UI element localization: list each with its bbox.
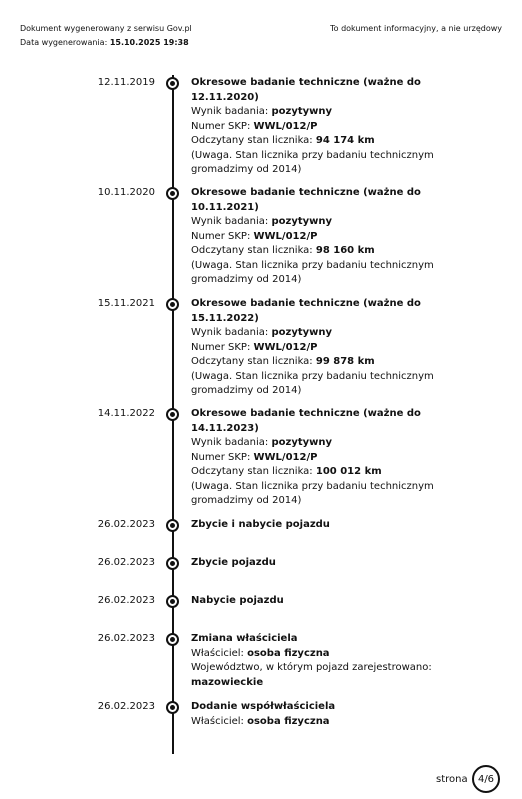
event-content: [191, 297, 491, 399]
event-date: 26.02.2023: [97, 519, 155, 530]
informational-notice: To dokument informacyjny, a nie urzędowy: [330, 24, 502, 33]
event-content: [191, 407, 491, 509]
event-odometer: Odczytany stan licznika: 100 012 km: [191, 466, 382, 477]
event-note: (Uwaga. Stan licznika przy badaniu technicznym gromadzimy od 2014): [191, 259, 434, 285]
header-right: [330, 22, 502, 36]
page-number: 4/6: [477, 773, 495, 785]
event-title: Okresowe badanie techniczne (ważne do 10.11.2021): [191, 187, 421, 213]
event-title: Zbycie pojazdu: [191, 557, 276, 568]
event-result: Wynik badania: pozytywny: [191, 327, 333, 338]
event-date: 26.02.2023: [97, 595, 155, 606]
event-odometer: Odczytany stan licznika: 94 174 km: [191, 135, 375, 146]
timeline-dot-icon: [166, 77, 179, 90]
event-content: [191, 556, 491, 571]
event-skp: Numer SKP: WWL/012/P: [191, 341, 318, 353]
event-result: Wynik badania: pozytywny: [191, 437, 333, 448]
event-owner: Właściciel: osoba fizyczna: [191, 647, 330, 659]
event-skp: Numer SKP: WWL/012/P: [191, 451, 318, 463]
event-title: Okresowe badanie techniczne (ważne do 14.11.2023): [191, 408, 421, 434]
event-title: Dodanie współwłaściciela: [191, 701, 336, 712]
event-title: Okresowe badanie techniczne (ważne do 15.11.2022): [191, 298, 421, 324]
timeline-dot-icon: [166, 519, 179, 532]
event-content: [191, 700, 491, 729]
event-voivodeship: Województwo, w którym pojazd zarejestrowano: mazowieckie: [191, 662, 432, 688]
page-label: strona: [436, 774, 468, 785]
event-content: [191, 518, 491, 533]
timeline-dot-icon: [166, 595, 179, 608]
event-content: [191, 186, 491, 288]
event-date: 12.11.2019: [97, 77, 155, 88]
timeline-dot-icon: [166, 557, 179, 570]
event-content: [191, 594, 491, 609]
timeline-dot-icon: [166, 298, 179, 311]
generated-source: Dokument wygenerowany z serwisu Gov.pl: [20, 24, 192, 33]
event-title: Nabycie pojazdu: [191, 595, 284, 606]
event-date: 14.11.2022: [97, 408, 155, 419]
event-date: 15.11.2021: [97, 298, 155, 309]
header-left: [20, 22, 192, 50]
timeline-dot-icon: [166, 408, 179, 421]
event-note: (Uwaga. Stan licznika przy badaniu technicznym gromadzimy od 2014): [191, 480, 434, 506]
event-skp: Numer SKP: WWL/012/P: [191, 230, 318, 242]
event-content: [191, 632, 491, 690]
event-title: Zmiana właściciela: [191, 633, 298, 644]
page-number-badge: [472, 765, 500, 793]
event-result: Wynik badania: pozytywny: [191, 216, 333, 227]
event-owner: Właściciel: osoba fizyczna: [191, 715, 330, 727]
event-title: Okresowe badanie techniczne (ważne do 12.11.2020): [191, 77, 421, 103]
event-odometer: Odczytany stan licznika: 98 160 km: [191, 245, 375, 256]
event-note: (Uwaga. Stan licznika przy badaniu technicznym gromadzimy od 2014): [191, 370, 434, 396]
timeline-dot-icon: [166, 633, 179, 646]
event-note: (Uwaga. Stan licznika przy badaniu technicznym gromadzimy od 2014): [191, 149, 434, 175]
timeline-dot-icon: [166, 187, 179, 200]
event-skp: Numer SKP: WWL/012/P: [191, 120, 318, 132]
event-odometer: Odczytany stan licznika: 99 878 km: [191, 356, 375, 367]
generated-date: Data wygenerowania: 15.10.2025 19:38: [20, 38, 189, 47]
event-result: Wynik badania: pozytywny: [191, 106, 333, 117]
event-date: 26.02.2023: [97, 633, 155, 644]
event-content: [191, 76, 491, 178]
event-date: 26.02.2023: [97, 701, 155, 712]
event-date: 26.02.2023: [97, 557, 155, 568]
timeline-dot-icon: [166, 701, 179, 714]
event-title: Zbycie i nabycie pojazdu: [191, 519, 330, 530]
event-date: 10.11.2020: [97, 187, 155, 198]
